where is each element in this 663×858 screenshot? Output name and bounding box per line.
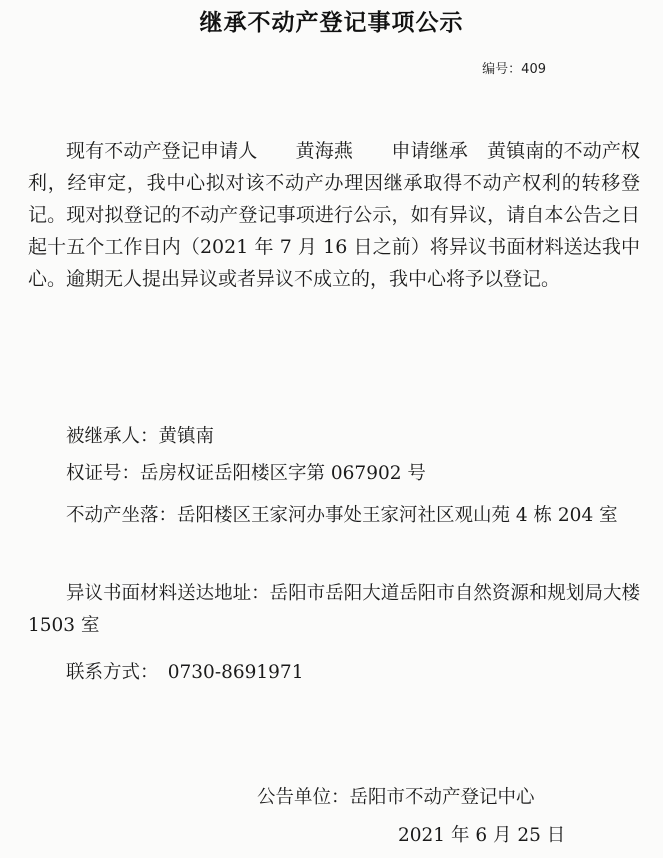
document-number: 编号：409 [482, 62, 546, 77]
issue-date: 2021 年 6 月 25 日 [398, 825, 566, 846]
decedent-line: 被继承人：黄镇南 [66, 426, 215, 447]
issuer-signature: 公告单位：岳阳市不动产登记中心 [257, 787, 535, 808]
document-title: 继承不动产登记事项公示 [199, 10, 464, 36]
objection-address-line: 异议书面材料送达地址：岳阳市岳阳大道岳阳市自然资源和规划局大楼 1503 室 [28, 583, 640, 636]
announcement-body: 现有不动产登记申请人 黄海燕 申请继承 黄镇南的不动产权利，经审定，我中心拟对该不动产办理因继承取得不动产权利的转移登记。现对拟登记的不动产登记事项进行公示，如有异议，请自本公告之日起十五个工作日内（2021 年 7 月 16 日之前）将异议书面材料送达我中心。逾期无人提出异议或者异议不成立的，我中心将予以登记。 [28, 140, 640, 290]
contact-line: 联系方式： 0730-8691971 [66, 662, 304, 683]
certificate-line: 权证号：岳房权证岳阳楼区字第 067902 号 [66, 463, 426, 484]
property-location-line: 不动产坐落：岳阳楼区王家河办事处王家河社区观山苑 4 栋 204 室 [66, 505, 618, 526]
